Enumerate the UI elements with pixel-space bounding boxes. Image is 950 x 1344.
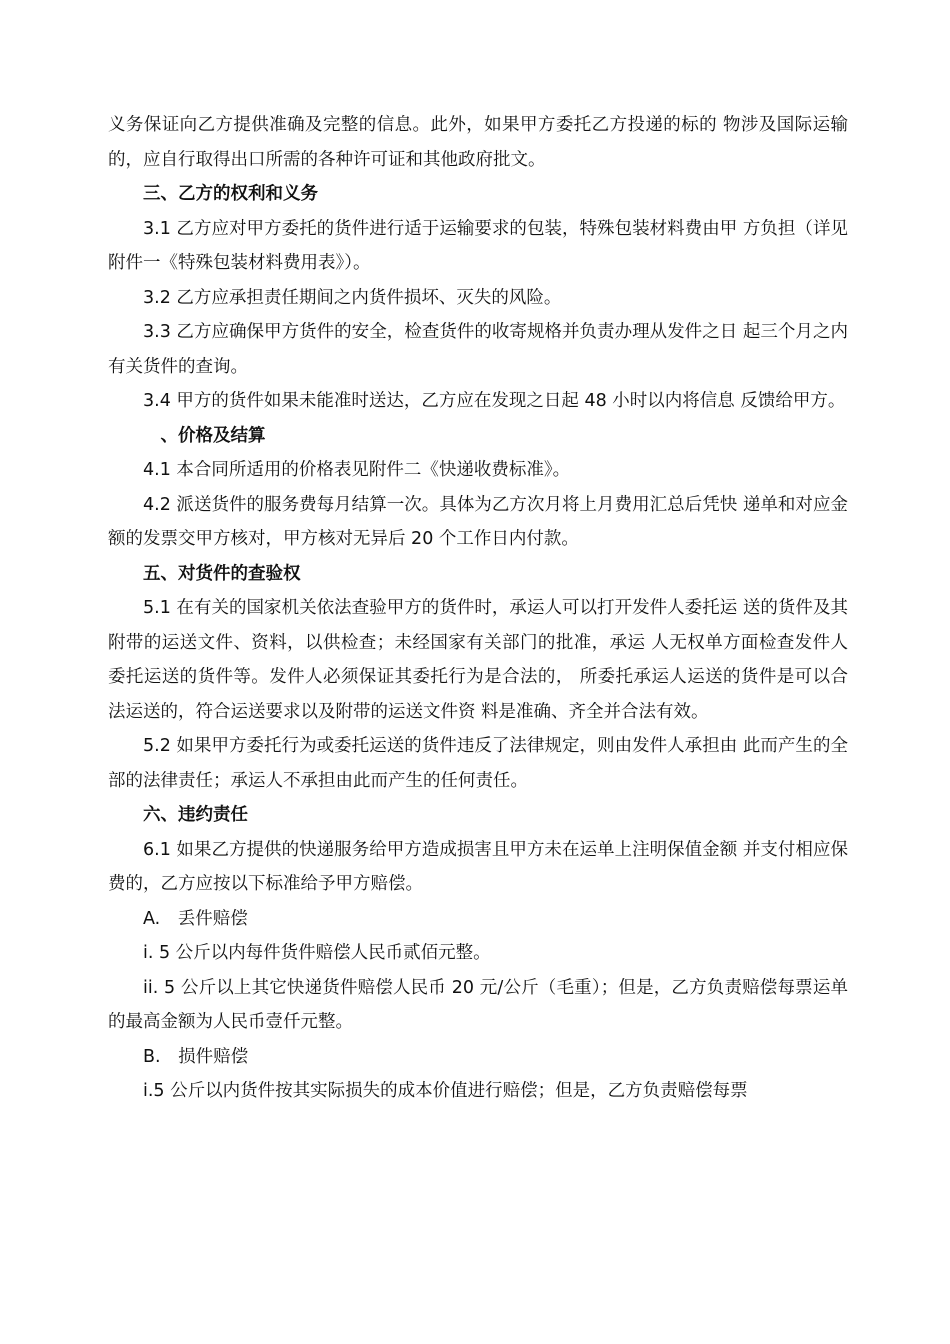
- section-heading-3: 三、乙方的权利和义务: [143, 184, 318, 204]
- subitem-a: A. 丢件赔偿: [143, 908, 248, 929]
- section-heading-4: 、价格及结算: [143, 425, 266, 446]
- clause-3-3: 3.3 乙方应确保甲方货件的安全，检查货件的收寄规格并负责办理从发件之日 起三个月之内有关货件的查询。: [108, 322, 848, 377]
- clause-4-1: 4.1 本合同所适用的价格表见附件二《快递收费标准》。: [143, 460, 571, 480]
- clause-3-4: 3.4 甲方的货件如果未能准时送达，乙方应在发现之日起 48 小时以内将信息 反馈给甲方。: [143, 391, 846, 411]
- section-heading-5: 五、对货件的查验权: [143, 563, 301, 584]
- clause-6-1: 6.1 如果乙方提供的快递服务给甲方造成损害且甲方未在运单上注明保值金额 并支付相应保费的，乙方应按以下标准给予甲方赔偿。: [108, 839, 848, 894]
- subitem-a-ii: ii. 5 公斤以上其它快递货件赔偿人民币 20 元/公斤（毛重）；但是，乙方负责赔偿每票运单的最高金额为人民币壹仟元整。: [108, 977, 848, 1032]
- subitem-a-i: i. 5 公斤以内每件货件赔偿人民币贰佰元整。: [143, 943, 491, 963]
- paragraph-intro: 义务保证向乙方提供准确及完整的信息。此外，如果甲方委托乙方投递的标的 物涉及国际运输的，应自行取得出口所需的各种许可证和其他政府批文。: [108, 115, 848, 170]
- clause-4-2: 4.2 派送货件的服务费每月结算一次。具体为乙方次月将上月费用汇总后凭快 递单和对应金额的发票交甲方核对，甲方核对无异后 20 个工作日内付款。: [108, 494, 848, 549]
- section-heading-6: 六、违约责任: [143, 805, 248, 825]
- clause-3-2: 3.2 乙方应承担责任期间之内货件损坏、灭失的风险。: [143, 287, 562, 308]
- clause-5-1: 5.1 在有关的国家机关依法查验甲方的货件时，承运人可以打开发件人委托运 送的货件及其附带的运送文件、资料，以供检查；未经国家有关部门的批准，承运 人无权单方面检查发件人委托运送的货件等。发件人必须保证其委托行为是合法的， 所委托承运人运送的货件是可以合法运送的，符合运送要求以及附带的运送文件资 料是准确、齐全并合法有效。: [108, 598, 848, 722]
- subitem-b-i: i.5 公斤以内货件按其实际损失的成本价值进行赔偿；但是，乙方负责赔偿每票: [143, 1081, 748, 1101]
- subitem-b: B. 损件赔偿: [143, 1046, 249, 1067]
- clause-5-2: 5.2 如果甲方委托行为或委托运送的货件违反了法律规定，则由发件人承担由 此而产生的全部的法律责任；承运人不承担由此而产生的任何责任。: [108, 736, 848, 791]
- clause-3-1: 3.1 乙方应对甲方委托的货件进行适于运输要求的包装，特殊包装材料费由甲 方负担（详见附件一《特殊包装材料费用表》）。: [108, 218, 848, 273]
- document-body: [108, 108, 848, 1109]
